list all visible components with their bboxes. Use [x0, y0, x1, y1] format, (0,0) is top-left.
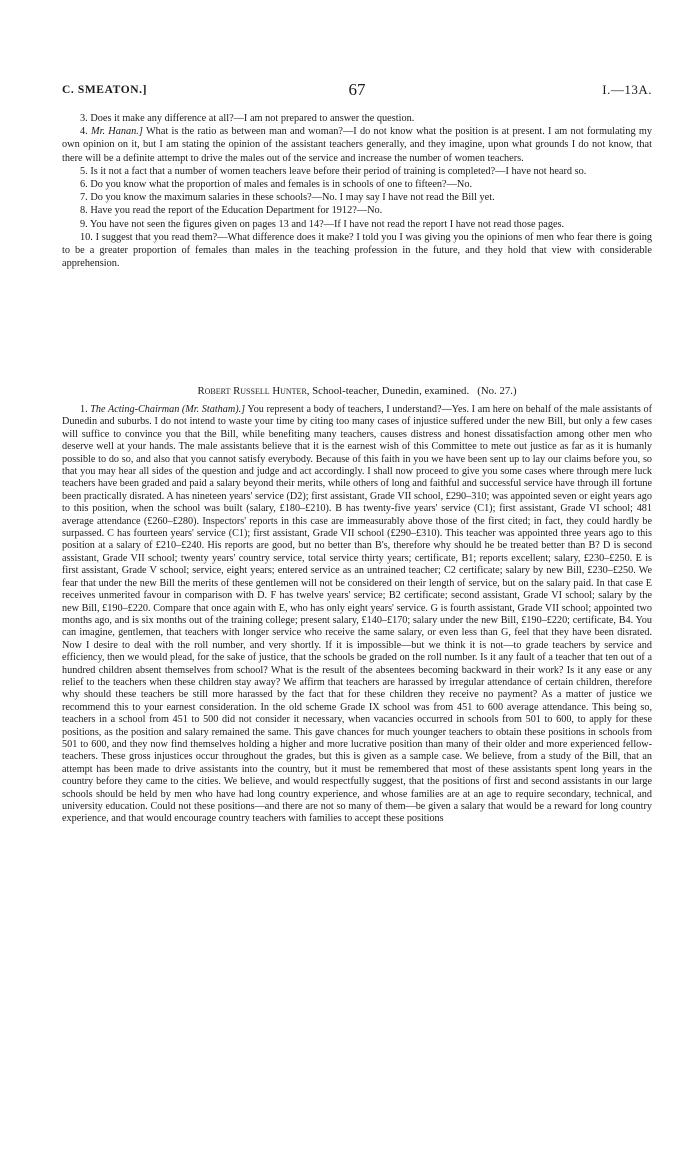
question-number: 7. [80, 192, 88, 204]
question-text: You have not seen the figures given on pages 13 and 14?—If I have not read the report I have not read those pages. [89, 218, 565, 230]
question-number: 9. [80, 218, 88, 230]
qa-paragraph [62, 191, 652, 204]
question-text: Does it make any difference at all?—I am not prepared to answer the question. [90, 113, 415, 124]
testimony-body [62, 404, 652, 826]
page-number: 67 [348, 80, 366, 99]
question-number: 3. [80, 113, 88, 124]
qa-paragraph [62, 218, 652, 231]
header-document-ref: I.—13A. [602, 82, 652, 97]
testimony-paragraph [62, 404, 652, 826]
qa-paragraph [62, 204, 652, 217]
witness-description: , School-teacher, Dunedin, examined. [306, 385, 470, 397]
question-number: 4. [80, 126, 88, 138]
qa-paragraph [62, 165, 652, 178]
question-text: Do you know what the proportion of males and females is in schools of one to fifteen?—No. [90, 179, 473, 191]
witness-name: Robert Russell Hunter [197, 385, 307, 397]
question-text: Is it not a fact that a number of women teachers leave before their period of training is completed?—I have not heard so. [90, 165, 587, 177]
speaker-name: The Acting-Chairman (Mr. Statham).] [90, 404, 246, 415]
qa-paragraph [62, 125, 652, 165]
speaker-name: Mr. Hanan.] [91, 126, 143, 138]
question-number: 1. [80, 404, 88, 415]
question-number: 8. [80, 205, 88, 217]
question-text: What is the ratio as between man and woman?—I do not know what the position is at present. I am not formulating my own opinion on it, but I am stating the opinion of the assistant teachers generally, and they imagine, upon what grounds I do not know, that there will be a definite attempt to drive the males out of the service and increase the number of women teachers. [62, 126, 653, 164]
qa-paragraph [62, 112, 652, 125]
question-text: Have you read the report of the Education Department for 1912?—No. [90, 205, 383, 217]
qa-paragraph [62, 231, 652, 271]
page-header [62, 80, 652, 102]
header-witness-name: C. SMEATON.] [62, 84, 148, 96]
witness-heading [62, 385, 652, 397]
question-number: 10. [80, 231, 93, 243]
question-text: Do you know the maximum salaries in these schools?—No. I may say I have not read the Bill yet. [90, 192, 495, 204]
question-text: I suggest that you read them?—What difference does it make? I told you I was giving you the opinions of men who fear there is going to be a greater proportion of females than males in the teaching profession in the future, and they hold that view with considerable apprehension. [62, 231, 653, 270]
question-answer-block [62, 112, 652, 270]
testimony-text: You represent a body of teachers, I understand?—Yes. I am here on behalf of the male assistants of Dunedin and suburbs. I do not intend to waste your time by citing too many cases of injustice suffered under the new Bill, but only a few cases will suffice to convince you that the Bill, while benefiting many teachers, causes distress and honest dissatisfaction among other men who deserve well at your hands. The male assistants believe that it is the earnest wish of this Committee to mete out justice as far as it is humanly possible to do so, and also that you cannot satisfy everybody. Because of this faith in you we have been sent up to lay our claims before you, so that you may hear all sides of the question and judge and act accordingly. I shall now proceed to give you some cases where through mere luck teachers have been graded and paid a salary beyond their merits, while others of long and faithful and successful service have through ill fortune been practically disrated. A has nineteen years' service (D2); first assistant, Grade VII school, £290–310; was appointed seven or eight years ago to this position, when the school was built (salary, £180–£210). B has twenty-five years' service (C1); first assistant, Grade VI school; 481 average attendance (£260–£280). Inspectors' reports in this case are immeasurably above those of the first cited; in fact, they could hardly be surpassed. C has fourteen years' service (C1); first assistant, Grade VII school (£290–£310). This teacher was appointed three years ago to this position at a salary of £210–£240. His reports are good, but no better than B's, therefore why should he be treated better than B? D is second assistant, Grade VII school; twenty years' country service, total service thirty years; certificate, B1; reports excellent; salary, £230–£250. E is first assistant, Grade V school; service, eight years; entered service as an untrained teacher; C2 certificate; salary by new Bill, £230–£250. We fear that under the new Bill the merits of these gentlemen will not be considered on their length of service, but on the salary paid. In that case E receives unmerited favour in comparison with D. F has twelve years' service; B2 certificate; second assistant, Grade VI school; salary by the new Bill, £190–£220. Compare that once again with E, who has only eight years' service. G is fourth assistant, Grade VII school; appointed two months ago, and is six months out of the training college; present salary, £140–£170; salary under the new Bill, £190–£220; certificate, B4. You can imagine, gentlemen, that teachers with longer service who receive the same salary, or even less than G, feel that they have been disrated. Now I desire to deal with the roll number, and very shortly. If it is impossible—but we think it is not—to grade teachers by service and efficiency, then we would plead, for the sake of justice, that the schools be graded on the roll number. Is it any fault of a teacher that ten out of a hundred children absent themselves from school? What is the result of the absentees becoming backward in their work? Is it any ease or any relief to the teachers when these children stay away? We affirm that teachers are harassed by irregular attendance of certain children, therefore why should these teachers be still more harassed by the fact that for these children they receive no payment? As a matter of justice we recommend this to your earnest consideration. In the old scheme Grade IX school was from 451 to 600 average attendance. This being so, teachers in a school from 451 to 500 did not consider it necessary, when vacancies occurred in schools from 501 to 600, to apply for these positions, as the position and salary remained the same. This gave chances for much younger teachers to obtain these positions in schools from 501 to 600, and they now find themselves holding a higher and more lucrative position than many of their older and more experienced fellow-teachers. These gross injustices occur throughout the grades, but this is given as a sample case. We believe, from a study of the Bill, that an attempt has been made to drive assistants into the country, but it must be remembered that most of these assistants spent long years in the country before they came to the cities. We believe, and would respectfully suggest, that the positions of first and second assistants in our large schools should be held by men who have had long country experience, and whose families are at an age to require secondary, technical, and university education. Could not these positions—and there are not so many of them—be given a salary that would be a reward for long country experience, and that would encourage country teachers with families to accept these positions [62, 404, 652, 825]
question-number: 6. [80, 179, 88, 191]
question-number: 5. [80, 165, 88, 177]
witness-number: (No. 27.) [477, 385, 517, 397]
qa-paragraph [62, 178, 652, 191]
